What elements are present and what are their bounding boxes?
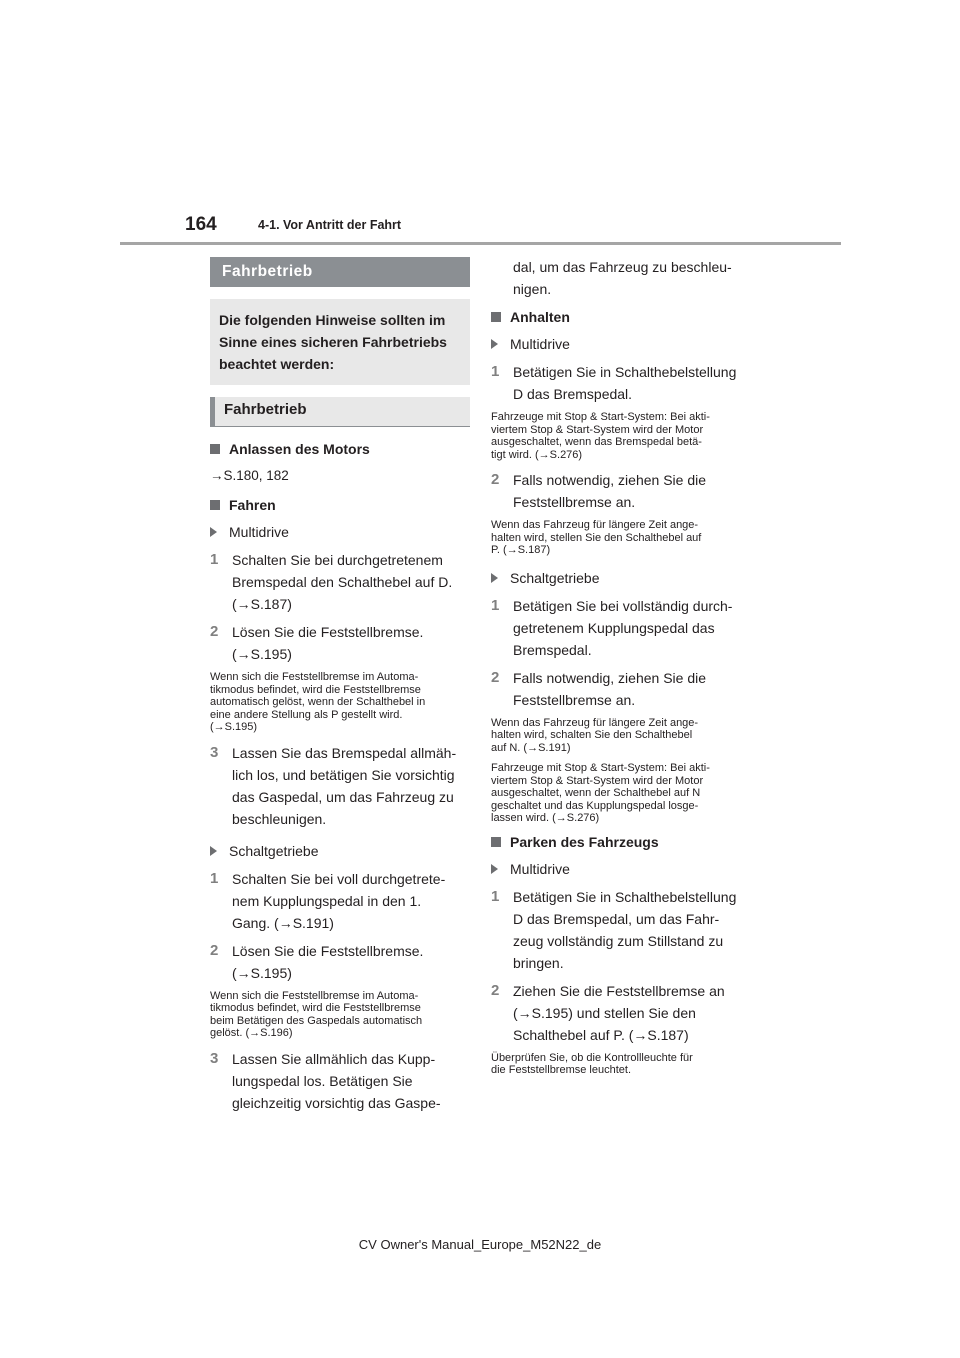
step-item (210, 549, 470, 615)
square-bullet-icon (491, 312, 501, 322)
subheading-fahrbetrieb: Fahrbetrieb (210, 397, 470, 427)
step-item (491, 886, 751, 974)
step-text: Lassen Sie das Bremspedal allmäh- lich los, und betätigen Sie vorsichtig das Gaspedal, um das Fahrzeug zu beschleunigen. (232, 744, 457, 827)
step-text: Falls notwendig, ziehen Sie die Feststellbremse an. (513, 669, 707, 708)
step-number: 2 (210, 941, 219, 959)
step-item (210, 621, 470, 665)
step-text: Schalten Sie bei durchgetretenem Bremspedal den Schalthebel auf D. (→S.187) (232, 552, 453, 612)
header-rule (120, 242, 841, 245)
step-number: 3 (210, 1049, 219, 1067)
left-column (210, 257, 470, 1120)
step-text: Betätigen Sie in Schalthebelstellung D das Bremspedal, um das Fahr- zeug vollständig zum Stillstand zu bringen. (513, 888, 737, 971)
subheading-text: Schaltgetriebe (510, 569, 600, 586)
heading-anhalten (491, 308, 751, 326)
step-number: 1 (491, 596, 500, 614)
step-item (210, 1048, 470, 1114)
subheading-text: Schaltgetriebe (229, 842, 319, 859)
section-title: 4-1. Vor Antritt der Fahrt (258, 218, 402, 232)
step-number: 1 (210, 551, 219, 568)
heading-text: Parken des Fahrzeugs (510, 833, 659, 850)
subheading-multidrive (491, 860, 751, 878)
step-text: Falls notwendig, ziehen Sie die Feststellbremse an. (513, 472, 707, 510)
subheading-multidrive (491, 335, 751, 353)
step-item (491, 595, 751, 661)
note-text: Fahrzeuge mit Stop & Start-System: Bei akti- viertem Stop & Start-System wird der Motor ausgeschaltet, wenn der Schalthebel auf N geschaltet und das Kupplungspedal losge- lassen wird. (→S.276) (491, 762, 710, 824)
step-item (210, 940, 470, 984)
footer-manual-id: CV Owner's Manual_Europe_M52N22_de (358, 1237, 602, 1252)
continued-step-text: dal, um das Fahrzeug zu beschleu- nigen. (513, 259, 732, 297)
square-bullet-icon (210, 444, 220, 454)
heading-anlassen (210, 440, 470, 458)
step-number: 2 (210, 623, 219, 640)
heading-parken (491, 833, 751, 851)
step-text: Lassen Sie allmählich das Kupp- lungspedal los. Betätigen Sie gleichzeitig vorsichtig das Gaspe- (232, 1050, 441, 1111)
step-item (210, 868, 470, 934)
step-item (491, 361, 751, 405)
step-text: Betätigen Sie bei vollständig durch- getretenem Kupplungspedal das Bremspedal. (513, 597, 733, 658)
step-item (491, 469, 751, 513)
triangle-bullet-icon (491, 573, 498, 583)
section-banner: Fahrbetrieb (210, 257, 470, 287)
step-number: 2 (491, 981, 500, 999)
note-text: Wenn sich die Feststellbremse im Automa- tikmodus befindet, wird die Feststellbremse automatisch gelöst, wenn der Schalthebel in eine andere Stellung als P gestellt wird. (→S.195) (210, 671, 426, 733)
step-item (210, 742, 470, 830)
note-text: Fahrzeuge mit Stop & Start-System: Bei akti- viertem Stop & Start-System wird der Motor ausgeschaltet, wenn das Bremspedal betä- tigt wird. (→S.276) (491, 411, 710, 461)
note-text: Wenn das Fahrzeug für längere Zeit ange- halten wird, stellen Sie den Schalthebel auf P. (→S.187) (491, 519, 702, 556)
subheading-schaltgetriebe (210, 842, 470, 860)
step-number: 1 (491, 363, 500, 380)
step-number: 1 (210, 869, 219, 887)
subheading-schaltgetriebe (491, 569, 751, 587)
intro-box: Die folgenden Hinweise sollten im Sinne eines sicheren Fahrbetriebs beachtet werden: (210, 299, 470, 385)
triangle-bullet-icon (210, 527, 217, 537)
page-number: 164 (185, 214, 217, 235)
step-number: 2 (491, 668, 500, 686)
heading-text: Fahren (229, 497, 276, 513)
triangle-bullet-icon (491, 864, 498, 874)
step-number: 1 (491, 887, 500, 905)
step-item (491, 980, 751, 1046)
heading-text: Anlassen des Motors (229, 441, 370, 457)
subheading-text: Multidrive (510, 860, 570, 877)
triangle-bullet-icon (491, 339, 498, 349)
note-text: Überprüfen Sie, ob die Kontrollleuchte für die Feststellbremse leuchtet. (491, 1051, 693, 1076)
heading-fahren (210, 496, 470, 514)
subheading-text: Multidrive (229, 524, 289, 540)
heading-text: Anhalten (510, 309, 570, 325)
step-text: Lösen Sie die Feststellbremse. (→S.195) (232, 624, 424, 662)
step-text: Ziehen Sie die Feststellbremse an (→S.195) und stellen Sie den Schalthebel auf P. (→S.187) (513, 982, 725, 1043)
right-column (491, 256, 751, 1085)
subheading-text: Multidrive (510, 336, 570, 352)
subheading-multidrive (210, 523, 470, 541)
note-text: Wenn das Fahrzeug für längere Zeit ange- halten wird, schalten Sie den Schalthebel auf N. (→S.191) (491, 716, 699, 754)
triangle-bullet-icon (210, 846, 217, 856)
square-bullet-icon (210, 500, 220, 510)
page-reference: →S.180, 182 (210, 468, 289, 483)
square-bullet-icon (491, 837, 501, 847)
step-text: Schalten Sie bei voll durchgetrete- nem Kupplungspedal in den 1. Gang. (→S.191) (232, 870, 446, 931)
step-text: Lösen Sie die Feststellbremse. (→S.195) (232, 942, 424, 981)
step-number: 2 (491, 471, 500, 488)
step-item (491, 667, 751, 711)
step-number: 3 (210, 743, 219, 761)
note-text: Wenn sich die Feststellbremse im Automa- tikmodus befindet, wird die Feststellbremse beim Betätigen des Gaspedals automatisch gelöst. (→S.196) (210, 989, 423, 1039)
step-text: Betätigen Sie in Schalthebelstellung D das Bremspedal. (513, 364, 737, 402)
